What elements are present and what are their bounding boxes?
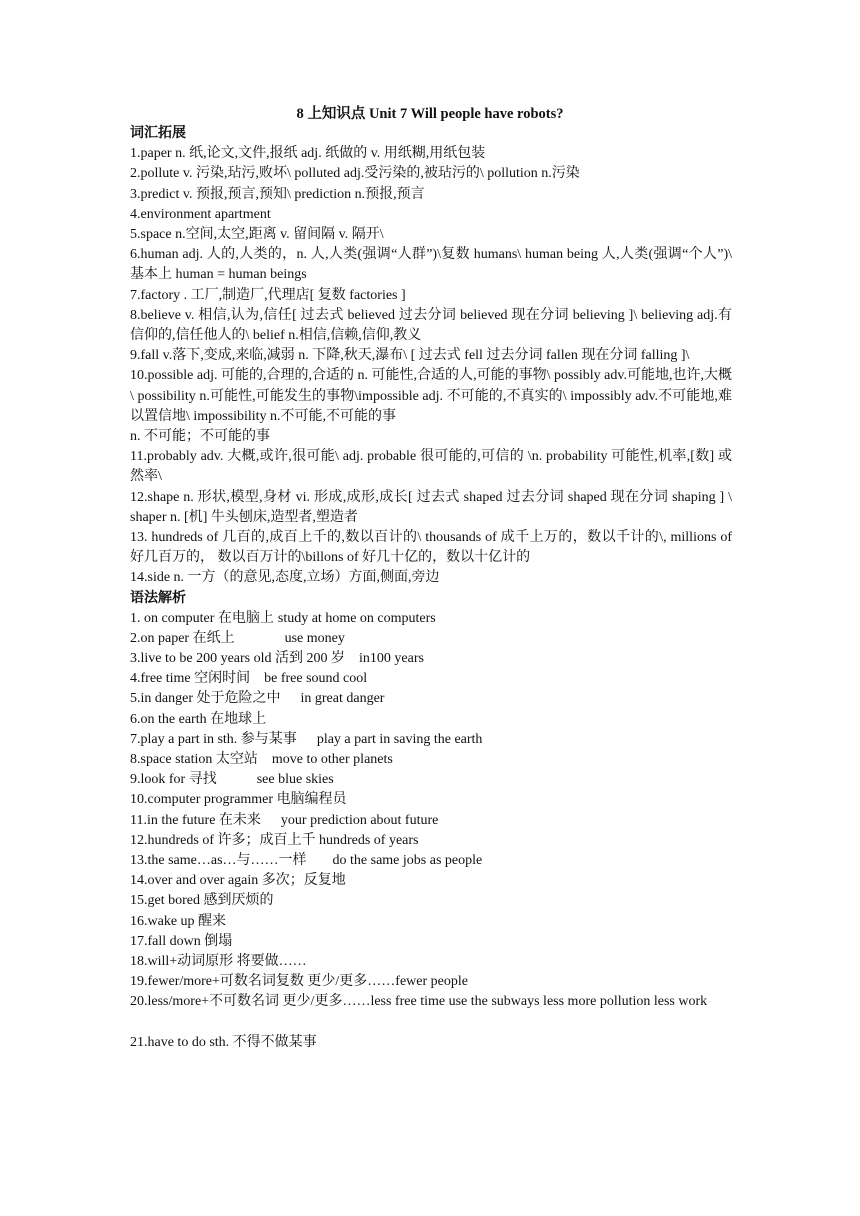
- vocab-list: [130, 144, 732, 588]
- grammar-phrase: 4.free time 空闲时间: [130, 671, 251, 687]
- grammar-item: [130, 790, 732, 810]
- grammar-item: [130, 871, 732, 891]
- grammar-phrase: 14.over and over again 多次；反复地: [130, 873, 346, 889]
- grammar-item: [130, 891, 732, 911]
- grammar-phrase: 1. on computer 在电脑上: [130, 610, 274, 626]
- grammar-example: in great danger: [300, 691, 385, 707]
- grammar-example: do the same jobs as people: [332, 852, 483, 868]
- vocab-item: 6.human adj. 人的,人类的，n. 人,人类(强调“人群”)\复数 humans\ human being 人,人类(强调“个人”)\ 基本上 human = human beings: [130, 247, 732, 283]
- grammar-phrase: 16.wake up 醒来: [130, 913, 227, 929]
- grammar-example: use money: [284, 630, 345, 646]
- grammar-item: [130, 912, 732, 932]
- grammar-phrase: 3.live to be 200 years old 活到 200 岁: [130, 651, 346, 667]
- grammar-heading: 语法解析: [130, 590, 186, 606]
- grammar-example: be free sound cool: [264, 671, 368, 687]
- grammar-phrase: 5.in danger 处于危险之中: [130, 691, 281, 707]
- vocab-heading: 词汇拓展: [130, 126, 186, 141]
- vocab-item: n. 不可能；不可能的事: [130, 428, 270, 444]
- grammar-example: your prediction about future: [280, 812, 439, 828]
- vocab-item: 9.fall v.落下,变成,来临,减弱 n. 下降,秋天,瀑布\ [ 过去式 fell 过去分词 fallen 现在分词 falling ]\: [130, 348, 690, 364]
- grammar-example: play a part in saving the earth: [316, 731, 483, 747]
- vocab-item: 4.environment apartment: [130, 206, 271, 222]
- grammar-item: [130, 932, 732, 952]
- grammar-item: [130, 972, 732, 992]
- grammar-item: [130, 609, 732, 629]
- grammar-phrase: 6.on the earth 在地球上: [130, 711, 267, 727]
- grammar-phrase: 15.get bored 感到厌烦的: [130, 893, 274, 909]
- grammar-list: [130, 609, 732, 993]
- grammar-item: 21.have to do sth. 不得不做某事: [130, 1034, 317, 1050]
- grammar-item: [130, 831, 732, 851]
- grammar-phrase: 18.will+动词原形 将要做……: [130, 953, 307, 969]
- grammar-item: [130, 750, 732, 770]
- vocab-item: 11.probably adv. 大概,或许,很可能\ adj. probable 很可能的,可信的 \n. probability 可能性,机率,[数] 或然率\: [130, 449, 732, 485]
- vocab-item: 3.predict v. 预报,预言,预知\ prediction n.预报,预言: [130, 186, 425, 202]
- grammar-phrase: 8.space station 太空站: [130, 752, 258, 768]
- grammar-item: [130, 689, 732, 709]
- vocab-item: 10.possible adj. 可能的,合理的,合适的 n. 可能性,合适的人,可能的事物\ possibly adv.可能地,也许,大概\ possibility n.可能性,可能发生的事物\impossible adj. 不可能的,不真实的\ impossibly adv.不可能地,难以置信地\ impossibility n.不可能,不可能的事: [130, 368, 732, 424]
- grammar-item: [130, 811, 732, 831]
- grammar-example: see blue skies: [256, 772, 334, 788]
- vocab-item: 1.paper n. 纸,论文,文件,报纸 adj. 纸做的 v. 用纸糊,用纸包装: [130, 146, 486, 162]
- vocab-item: 2.pollute v. 污染,玷污,败坏\ polluted adj.受污染的,被玷污的\ pollution n.污染: [130, 166, 580, 182]
- grammar-item: [130, 710, 732, 730]
- grammar-phrase: 2.on paper 在纸上: [130, 630, 235, 646]
- grammar-item: [130, 669, 732, 689]
- vocab-item: 5.space n.空间,太空,距离 v. 留间隔 v. 隔开\: [130, 226, 384, 242]
- grammar-item: [130, 851, 732, 871]
- vocab-item: 13. hundreds of 几百的,成百上千的,数以百计的\ thousands of 成千上万的，数以千计的\, millions of 好几百万的， 数以百万计的\billons of 好几十亿的，数以十亿计的: [130, 529, 732, 566]
- grammar-item: [130, 770, 732, 790]
- grammar-item: [130, 629, 732, 649]
- page-title: 8 上知识点 Unit 7 Will people have robots?: [296, 106, 564, 122]
- grammar-phrase: 11.in the future 在未来: [130, 812, 261, 828]
- grammar-example: study at home on computers: [277, 610, 436, 626]
- grammar-item: [130, 952, 732, 972]
- grammar-phrase: 13.the same…as…与……一样: [130, 852, 307, 868]
- grammar-item: [130, 730, 732, 750]
- grammar-phrase: 10.computer programmer 电脑编程员: [130, 792, 347, 808]
- grammar-phrase: 17.fall down 倒塌: [130, 933, 233, 949]
- grammar-phrase: 12.hundreds of 许多；成百上千 hundreds of years: [130, 832, 419, 848]
- grammar-phrase: 7.play a part in sth. 参与某事: [130, 731, 297, 747]
- document-body: [130, 124, 732, 1053]
- grammar-example: in100 years: [359, 651, 424, 667]
- grammar-item: [130, 649, 732, 669]
- vocab-item: 12.shape n. 形状,模型,身材 vi. 形成,成形,成长[ 过去式 shaped 过去分词 shaped 现在分词 shaping ] \ shaper n. [机] 牛头刨床,造型者,塑造者: [130, 489, 732, 525]
- vocab-item: 14.side n. 一方（的意见,态度,立场）方面,侧面,旁边: [130, 570, 440, 586]
- blank-line: [130, 1012, 732, 1032]
- grammar-phrase: 19.fewer/more+可数名词复数 更少/更多……fewer people: [130, 974, 468, 990]
- grammar-phrase: 9.look for 寻找: [130, 772, 217, 788]
- vocab-item: 7.factory . 工厂,制造厂,代理店[ 复数 factories ]: [130, 287, 406, 303]
- vocab-item: 8.believe v. 相信,认为,信任[ 过去式 believed 过去分词 believed 现在分词 believing ]\ believing adj.有信仰的,信任他人的\ belief n.相信,信赖,信仰,教义: [130, 307, 732, 343]
- grammar-item: 20.less/more+不可数名词 更少/更多……less free time use the subways less more pollution less work: [130, 994, 708, 1010]
- grammar-example: move to other planets: [271, 752, 393, 768]
